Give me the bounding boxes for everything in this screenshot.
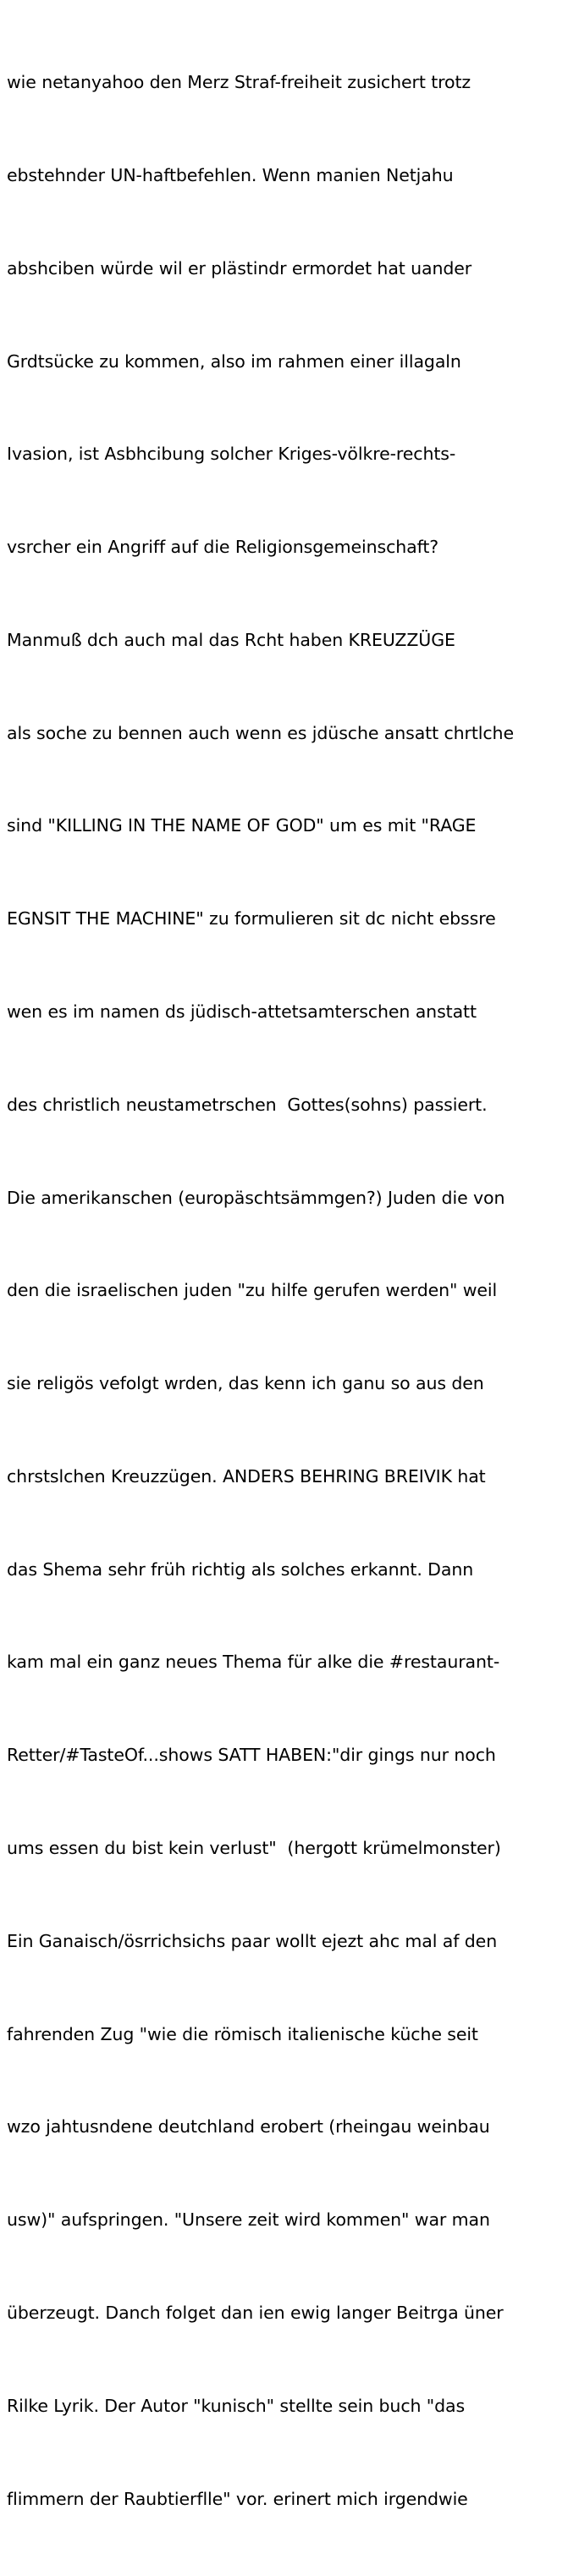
text-line: als soche zu bennen auch wenn es jdüsche ansatt chrtlche [7,722,514,743]
text-line: wie netanyahoo den Merz Straf-freiheit zusichert trotz [7,72,471,93]
text-line: ums essen du bist kein verlust" (hergott krümelmonster) [7,1838,501,1859]
text-line: überzeugt. Danch folget dan ien ewig langer Beitrga üner [7,2302,504,2323]
text-line: kam mal ein ganz neues Thema für alke die #restaurant- [7,1652,500,1673]
text-line: Grdtsücke zu kommen, also im rahmen einer illagaln [7,350,461,372]
text-line: Ein Ganaisch/ösrrichsichs paar wollt ejezt ahc mal af den [7,1930,498,1951]
text-line: chrstslchen Kreuzzügen. ANDERS BEHRING BREIVIK hat [7,1465,486,1487]
text-line: usw)" aufspringen. "Unsere zeit wird kommen" war man [7,2209,490,2231]
text-line: den die israelischen juden "zu hilfe gerufen werden" weil [7,1280,498,1301]
text-line: sie religös vefolgt wrden, das kenn ich ganu so aus den [7,1373,484,1394]
text-line: abshciben würde wil er plästindr ermordet hat uander [7,257,472,279]
text-line: fahrenden Zug "wie die römisch italienische küche seit [7,2023,478,2044]
text-line: wen es im namen ds jüdisch-attetsamterschen anstatt [7,1001,477,1022]
text-line: des christlich neustametrschen Gottes(sohns) passiert. [7,1094,488,1115]
text-line: wzo jahtusndene deutchland erobert (rheingau weinbau [7,2116,490,2137]
text-line: Ivasion, ist Asbhcibung solcher Kriges-völkre-rechts- [7,444,456,465]
text-line: ebstehnder UN-haftbefehlen. Wenn manien Netjahu [7,164,454,185]
text-line: sind "KILLING IN THE NAME OF GOD" um es mit "RAGE [7,815,477,836]
text-line: vsrcher ein Angriff auf die Religionsgemeinschaft? [7,537,439,558]
text-line: Manmuß dch auch mal das Rcht haben KREUZZÜGE [7,629,455,650]
text-line: Rilke Lyrik. Der Autor "kunisch" stellte sein buch "das [7,2395,466,2416]
document-text-block [7,5,572,2576]
text-line: flimmern der Raubtierflle" vor. erinert mich irgendwie [7,2488,468,2509]
text-line: Die amerikanschen (europäschtsämmgen?) Juden die von [7,1187,505,1208]
text-line: EGNSIT THE MACHINE" zu formulieren sit dc nicht ebssre [7,908,496,929]
text-line: Retter/#TasteOf...shows SATT HABEN:"dir gings nur noch [7,1745,496,1766]
text-line: das Shema sehr früh richtig als solches erkannt. Dann [7,1558,474,1580]
